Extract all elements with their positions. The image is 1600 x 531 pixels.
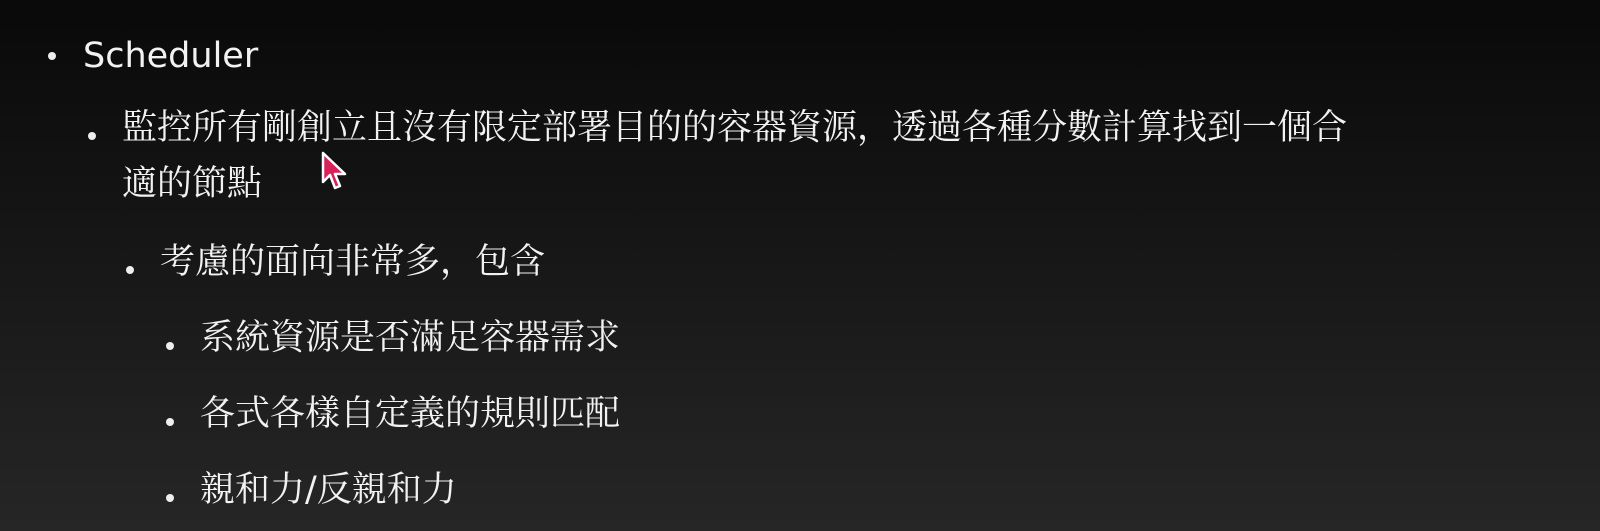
mouse-pointer-icon [320, 151, 348, 191]
detail-text: 各式各樣自定義的規則匹配 [200, 394, 621, 434]
bullet-dot-icon [48, 52, 56, 60]
description-line-1: 監控所有剛創立且沒有限定部署目的的容器資源，透過各種分數計算找到一個合 [122, 108, 1348, 148]
bullet-dot-icon [166, 494, 174, 502]
detail-text: 系統資源是否滿足容器需求 [200, 318, 621, 358]
bullet-dot-icon [166, 342, 174, 350]
bullet-dot-icon [126, 266, 134, 274]
bullet-dot-icon [88, 132, 96, 140]
description-line-2: 適的節點 [122, 164, 263, 204]
considerations-text: 考慮的面向非常多，包含 [160, 242, 546, 282]
slide-heading: Scheduler [83, 36, 259, 76]
bullet-dot-icon [166, 418, 174, 426]
detail-text: 親和力/反親和力 [200, 470, 457, 510]
